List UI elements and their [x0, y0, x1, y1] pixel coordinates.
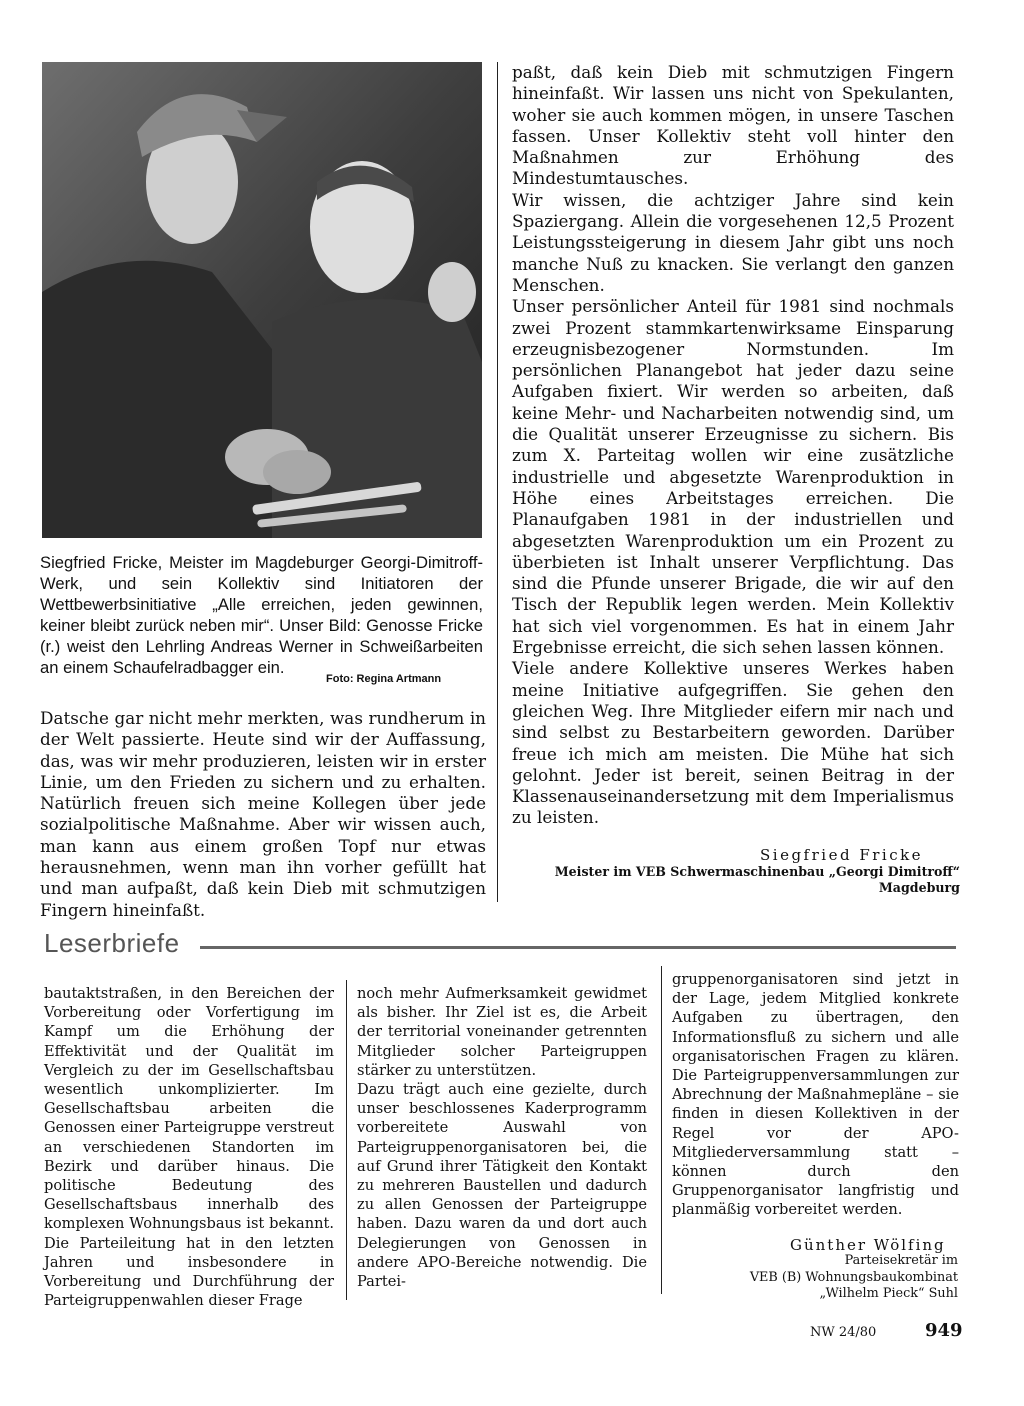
section-rule: [200, 946, 956, 949]
journal-issue: NW 24/80: [810, 1325, 877, 1340]
article-signature-role: [540, 864, 960, 896]
letters-paragraph: gruppenorganisatoren sind jetzt in der Lage, jedem Mitglied konkrete Aufgaben zu übertragen, den Informationsfluß zu sichern und alle organisatorischen Fragen zu klären. Die Parteigruppenversammlungen zur Abrechnung der Maßnahmepläne – sie finden in diesen Kollektiven in der Regel vor der APO-Mitgliederversammlung statt – können durch den Gruppenorganisator langfristig und planmäßig vorbereitet werden.: [672, 971, 959, 1219]
article-paragraph: Unser persönlicher Anteil für 1981 sind nochmals zwei Prozent stammkartenwirksame Einsparung erzeugnisbezogener Normstunden. Im persönlichen Planangebot hat jeder dazu seine Aufgaben fixiert. Wir werden so arbeiten, daß keine Mehr- und Nacharbeiten notwendig sind, um die Qualität unserer Erzeugnisse zu sichern. Bis zum X. Parteitag wollen wir eine zusätzliche industrielle und abgesetzte Warenproduktion in Höhe eines Arbeitstages erreichen. Die Planaufgaben 1981 in der industriellen und abgesetzten Warenproduktion um ein Prozent zu überbieten ist Inhalt unserer Verpflichtung. Das sind die Pfunde unserer Brigade, die wir auf den Tisch der Republik legen werden. Mein Kollektiv hat sich viel vorgenommen. Es hat in einem Jahr Ergebnisse erreicht, die sich sehen lassen können.: [512, 296, 954, 658]
article-signature-name: Siegfried Fricke: [760, 846, 924, 864]
article-column-left: [40, 708, 486, 921]
column-divider: [497, 62, 498, 902]
article-paragraph: Viele andere Kollektive unseres Werkes haben meine Initiative aufgegriffen. Sie gehen den gleichen Weg. Ihre Mitglieder eifern mir nach und sind selbst zu Bestarbeitern geworden. Darüber freue ich mich am meisten. Die Mühe hat sich gelohnt. Jeder ist bereit, seinen Beitrag in der Klassenauseinandersetzung mit dem Imperialismus zu leisten.: [512, 658, 954, 828]
page-number: 949: [925, 1320, 963, 1341]
signature-role-line: Magdeburg: [878, 880, 960, 895]
article-paragraph: Wir wissen, die achtziger Jahre sind kein Spaziergang. Allein die vorgesehenen 12,5 Prozent Leistungssteigerung in diesem Jahr gibt uns noch manche Nuß zu knacken. Sie verlangt den ganzen Menschen.: [512, 189, 954, 295]
article-photo: [42, 62, 482, 538]
letters-paragraph: bautaktstraßen, in den Bereichen der Vorbereitung oder Vorfertigung im Kampf um die Erhöhung der Effektivität und der Qualität im Vergleich zu der im Gesellschaftsbau wesentlich unkomplizierter. Im Gesellschaftsbau arbeiten die Genossen einer Parteigruppe verstreut an verschiedenen Standorten im Bezirk und darüber hinaus. Die politische Bedeutung des Gesellschaftsbaus innerhalb des komplexen Wohnungsbaus ist bekannt. Die Parteileitung hat in den letzten Jahren und insbesondere in Vorbereitung und Durchführung der Parteigruppenwahlen dieser Frage: [44, 985, 334, 1310]
letters-paragraph: noch mehr Aufmerksamkeit gewidmet als bisher. Ihr Ziel ist es, die Arbeit der territorial voneinander getrennten Mitglieder solcher Parteigruppen stärker zu unterstützen.: [357, 985, 647, 1079]
article-column-right: [512, 62, 954, 829]
signature-role-line: Parteisekretär im: [844, 1253, 958, 1268]
column-divider: [346, 980, 347, 1300]
letters-paragraph: Dazu trägt auch eine gezielte, durch unser beschlossenes Kaderprogramm vorbereitete Auswahl von Parteigruppenorganisatoren bei, die auf Grund ihrer Tätigkeit den Kontakt zu mehreren Baustellen und dadurch zu allen Genossen der Parteigruppe haben. Dazu waren da und dort auch Delegierungen von Genossen in andere APO-Bereiche notwendig. Die Partei-: [357, 1081, 647, 1291]
column-divider: [661, 966, 662, 1294]
letters-column-1: [44, 984, 334, 1310]
letters-signature-role: [700, 1253, 958, 1303]
photo-credit: Foto: Regina Artmann: [326, 673, 442, 685]
letters-signature-name: Günther Wölfing: [790, 1236, 946, 1254]
section-title: Leserbriefe: [44, 928, 180, 958]
signature-role-line: Meister im VEB Schwermaschinenbau „Georgi Dimitroff“: [554, 864, 960, 879]
signature-role-line: „Wilhelm Pieck“ Suhl: [819, 1286, 958, 1301]
photo-caption: Siegfried Fricke, Meister im Magdeburger Georgi-Dimitroff-Werk, und sein Kollektiv sind Initiatoren der Wettbewerbsinitiative „Alle erreichen, jeden gewinnen, keiner bleibt zurück neben mir“. Unser Bild: Genosse Fricke (r.) weist den Lehrling Andreas Werner in Schweißarbeiten an einem Schaufelradbagger ein.: [40, 553, 483, 677]
article-paragraph: Datsche gar nicht mehr merkten, was rundherum in der Welt passierte. Heute sind wir der Auffassung, das, was wir mehr produzieren, leisten wir in erster Linie, um den Frieden zu sichern und zu erhalten. Natürlich freuen sich meine Kollegen über jede sozialpolitische Maßnahme. Aber wir wissen auch, man kann aus einem großen Topf nur etwas herausnehmen, wenn man ihn vorher gefüllt hat und man aufpaßt, daß kein Dieb mit schmutzigen Fingern hineinfaßt.: [40, 708, 486, 920]
signature-role-line: VEB (B) Wohnungsbaukombinat: [749, 1269, 958, 1285]
article-paragraph: paßt, daß kein Dieb mit schmutzigen Fingern hineinfaßt. Wir lassen uns nicht von Spekulanten, woher sie auch kommen mögen, in unsere Taschen fassen. Unser Kollektiv steht voll hinter den Maßnahmen zur Erhöhung des Mindestumtausches.: [512, 62, 954, 189]
letters-column-3: [672, 970, 959, 1220]
letters-column-2: [357, 984, 647, 1291]
